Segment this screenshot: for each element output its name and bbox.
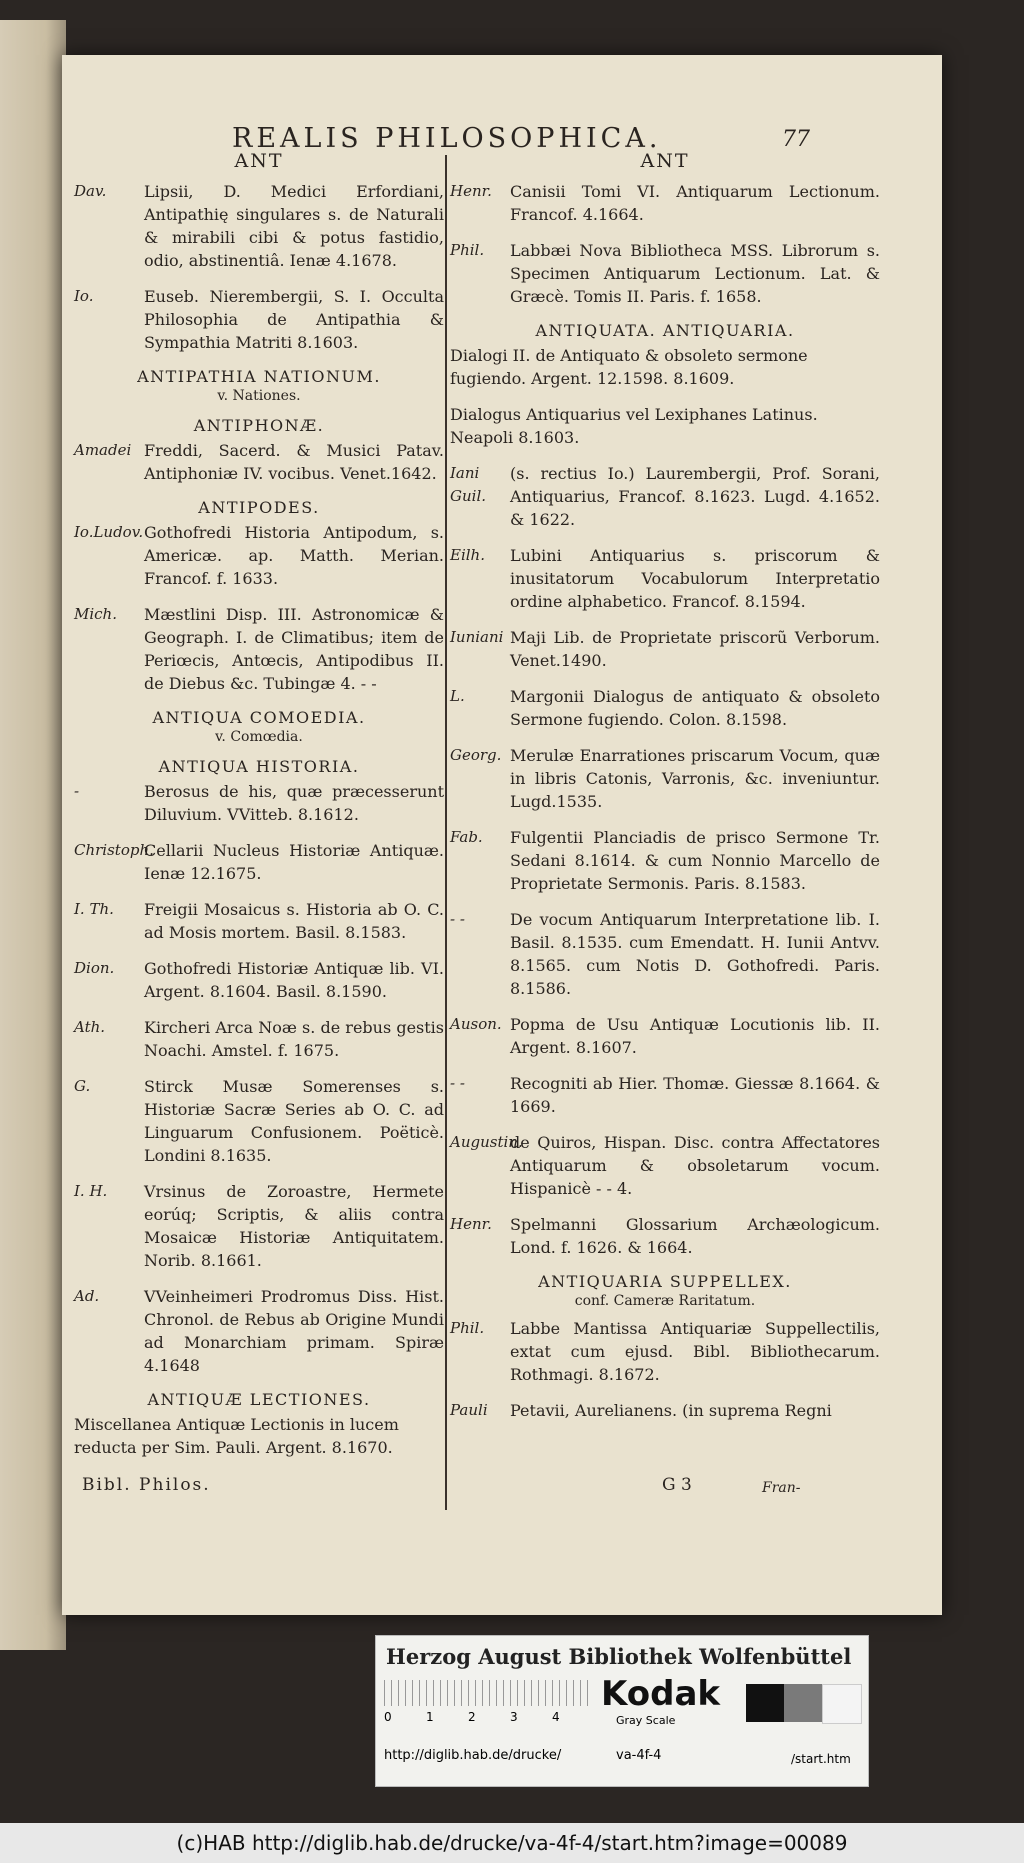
entry-text: Lubini Antiquarius s. priscorum & inusitatorum Vocabulorum Interpretatio ordine alphabetico. Francof. 8.1594. [510,546,880,611]
entry-tag: Dav. [74,182,107,200]
signature-left: Bibl. Philos. [82,1475,211,1495]
bib-entry [74,180,444,272]
entry-tag: Phil. [450,241,485,259]
entry-text: Mæstlini Disp. III. Astronomicæ & Geograph. I. de Climatibus; item de Periœcis, Antœcis, Antipodibus II. de Diebus &c. Tubingæ 4. - - [144,605,444,693]
section-crossref: conf. Cameræ Raritatum. [574,1293,756,1309]
copyright-footer: (c)HAB http://diglib.hab.de/drucke/va-4f-4/start.htm?image=00089 [0,1823,1024,1863]
entry-text: Gothofredi Historiæ Antiquæ lib. VI. Argent. 8.1604. Basil. 8.1590. [144,959,444,1001]
entry-text: Stirck Musæ Somerenses s. Historiæ Sacræ Series ab O. C. ad Linguarum Confusionem. Poëticè. Londini 8.1635. [144,1077,444,1165]
entry-tag: Fab. [450,828,483,846]
bib-entry [450,239,880,308]
entry-text: VVeinheimeri Prodromus Diss. Hist. Chronol. de Rebus ab Origine Mundi ad Monarchiam primam. Spiræ 4.1648 [144,1287,444,1375]
bib-entry [74,1285,444,1377]
book-page [62,55,942,1615]
entry-text: Vrsinus de Zoroastre, Hermete eorúq; Scriptis, & aliis contra Mosaicæ Historiæ Antiquitatem. Norib. 8.1661. [144,1182,444,1270]
entry-tag: L. [450,687,465,705]
bib-entry [74,1075,444,1167]
entry-tag: Henr. [450,1215,492,1233]
entry-tag: Phil. [450,1319,485,1337]
entry-text: Recogniti ab Hier. Thomæ. Giessæ 8.1664. & 1669. [510,1074,880,1116]
entry-text: Gothofredi Historia Antipodum, s. Americæ. ap. Matth. Merian. Francof. f. 1633. [144,523,444,588]
gray-patch-white [822,1684,862,1724]
ruler-number: 4 [552,1710,560,1724]
bib-entry [450,1131,880,1200]
entry-tag: Mich. [74,605,117,623]
entry-text: Merulæ Enarrationes priscarum Vocum, quæ in libris Catonis, Varronis, &c. inveniuntur. Lugd.1535. [510,746,880,811]
entry-text: Kircheri Arca Noæ s. de rebus gestis Noachi. Amstel. f. 1675. [144,1018,444,1060]
entry-text: Miscellanea Antiquæ Lectionis in lucem reducta per Sim. Pauli. Argent. 8.1670. [74,1415,399,1457]
entry-text: Freigii Mosaicus s. Historia ab O. C. ad Mosis mortem. Basil. 8.1583. [144,900,444,942]
bib-entry [74,1016,444,1062]
entry-text: de Quiros, Hispan. Disc. contra Affectatores Antiquarum & obsoletarum vocum. Hispanicè - - 4. [510,1133,880,1198]
bib-entry [74,780,444,826]
entry-tag: Ad. [74,1287,100,1305]
card-url: http://diglib.hab.de/drucke/ [384,1748,562,1763]
entry-text: Labbæi Nova Bibliotheca MSS. Librorum s. Specimen Antiquarum Lectionum. Lat. & Græcè. Tomis II. Paris. f. 1658. [510,241,880,306]
bib-entry [450,826,880,895]
entry-text: Lipsii, D. Medici Erfordiani, Antipathię singulares s. de Naturali & mirabili cibi & potus fastidio, odio, abstinentiâ. Ienæ 4.1678. [144,182,444,270]
entry-text: Labbe Mantissa Antiquariæ Suppellectilis, extat cum ejusd. Bibl. Bibliothecarum. Rothmagi. 8.1672. [510,1319,880,1384]
entry-tag: - - [450,910,465,928]
bib-entry [450,744,880,813]
entry-text: Fulgentii Planciadis de prisco Sermone Tr. Sedani 8.1614. & cum Nonnio Marcello de Proprietate Sermonis. Paris. 8.1583. [510,828,880,893]
entry-tag: Christoph. [74,841,154,859]
color-target-card [375,1635,869,1787]
column-head: ANT [234,150,284,172]
previous-page-edge [0,20,66,1650]
entry-tag: I. H. [74,1182,108,1200]
entry-text: Canisii Tomi VI. Antiquarum Lectionum. Francof. 4.1664. [510,182,880,224]
bib-entry [450,462,880,531]
card-start: /start.htm [791,1752,851,1766]
bib-entry [450,908,880,1000]
entry-tag: Iuniani [450,628,504,646]
bib-entry [450,180,880,226]
ruler-number: 3 [510,1710,518,1724]
bib-entry [74,521,444,590]
bib-entry [450,626,880,672]
left-column [74,150,444,1472]
section-heading: ANTIQUÆ LECTIONES. [147,1390,371,1409]
entry-tag: Io.Ludov. [74,523,144,541]
bib-entry [450,1013,880,1059]
card-code: va-4f-4 [616,1748,662,1763]
bib-entry [450,1317,880,1386]
section-heading: ANTIPHONÆ. [193,416,325,435]
bib-entry [74,603,444,695]
entry-text: Dialogus Antiquarius vel Lexiphanes Latinus. Neapoli 8.1603. [450,405,818,447]
entry-text: Dialogi II. de Antiquato & obsoleto sermone fugiendo. Argent. 12.1598. 8.1609. [450,346,808,388]
column-head: ANT [640,150,690,172]
entry-tag: - [74,782,80,800]
bib-entry [74,839,444,885]
section-heading: ANTIQUA HISTORIA. [158,757,360,776]
bib-entry [74,285,444,354]
ruler-number: 2 [468,1710,476,1724]
section-crossref: v. Nationes. [217,388,301,404]
kodak-logo: Kodak [601,1674,720,1714]
entry-text: Berosus de his, quæ præcesserunt Diluvium. VVitteb. 8.1612. [144,782,444,824]
bib-entry [450,1072,880,1118]
bib-entry [74,898,444,944]
bib-entry [450,544,880,613]
entry-tag: Henr. [450,182,492,200]
gray-scale-label: Gray Scale [616,1714,676,1727]
page-number: 77 [782,127,810,152]
bib-entry [450,685,880,731]
bib-entry [74,957,444,1003]
entry-text: Maji Lib. de Proprietate priscorũ Verborum. Venet.1490. [510,628,880,670]
ruler-numbers [384,1710,594,1724]
gray-patch-mid [784,1684,822,1722]
right-column [450,150,880,1435]
entry-text: Popma de Usu Antiquæ Locutionis lib. II. Argent. 8.1607. [510,1015,880,1057]
catchword: Fran- [762,1480,801,1496]
gray-patch-black [746,1684,784,1722]
section-heading: ANTIQUA COMOEDIA. [152,708,366,727]
bib-entry [74,1180,444,1272]
entry-tag: Augustin. [450,1133,523,1151]
entry-text: Margonii Dialogus de antiquato & obsoleto Sermone fugiendo. Colon. 8.1598. [510,687,880,729]
ruler-number: 0 [384,1710,392,1724]
section-heading: ANTIQUARIA SUPPELLEX. [538,1272,792,1291]
running-head: REALIS PHILOSOPHICA. [232,123,662,154]
ruler-scale [384,1680,594,1706]
section-heading: ANTIQUATA. ANTIQUARIA. [535,321,795,340]
entry-tag: I. Th. [74,900,114,918]
entry-text: (s. rectius Io.) Laurembergii, Prof. Sorani, Antiquarius, Francof. 8.1623. Lugd. 4.1652. & 1622. [510,464,880,529]
entry-tag: Eilh. [450,546,485,564]
entry-tag: Iani Guil. [450,464,487,505]
entry-text: Petavii, Aurelianens. (in suprema Regni [510,1401,832,1420]
entry-tag: Pauli [450,1401,488,1419]
ruler-number: 1 [426,1710,434,1724]
entry-tag: Auson. [450,1015,502,1033]
institution-name: Herzog August Bibliothek Wolfenbüttel [386,1644,852,1669]
entry-tag: Ath. [74,1018,106,1036]
entry-tag: - - [450,1074,465,1092]
entry-text: De vocum Antiquarum Interpretatione lib. I. Basil. 8.1535. cum Emendatt. H. Iunii Antvv. 8.1565. cum Notis D. Gothofredi. Paris. 8.1586. [510,910,880,998]
entry-text: Freddi, Sacerd. & Musici Patav. Antiphoniæ IV. vocibus. Venet.1642. [144,441,444,483]
column-rule [445,155,447,1510]
section-heading: ANTIPODES. [198,498,320,517]
entry-text: Spelmanni Glossarium Archæologicum. Lond. f. 1626. & 1664. [510,1215,880,1257]
entry-tag: G. [74,1077,91,1095]
section-crossref: v. Comœdia. [215,729,303,745]
bib-entry [450,1399,880,1422]
entry-text: Euseb. Nierembergii, S. I. Occulta Philosophia de Antipathia & Sympathia Matriti 8.1603. [144,287,444,352]
entry-text: Cellarii Nucleus Historiæ Antiquæ. Ienæ 12.1675. [144,841,444,883]
entry-tag: Amadei [74,441,132,459]
section-heading: ANTIPATHIA NATIONUM. [137,367,381,386]
bib-entry [450,1213,880,1259]
signature-mark: G 3 [662,1475,692,1495]
entry-tag: Dion. [74,959,115,977]
entry-tag: Georg. [450,746,502,764]
entry-tag: Io. [74,287,94,305]
bib-entry [74,439,444,485]
